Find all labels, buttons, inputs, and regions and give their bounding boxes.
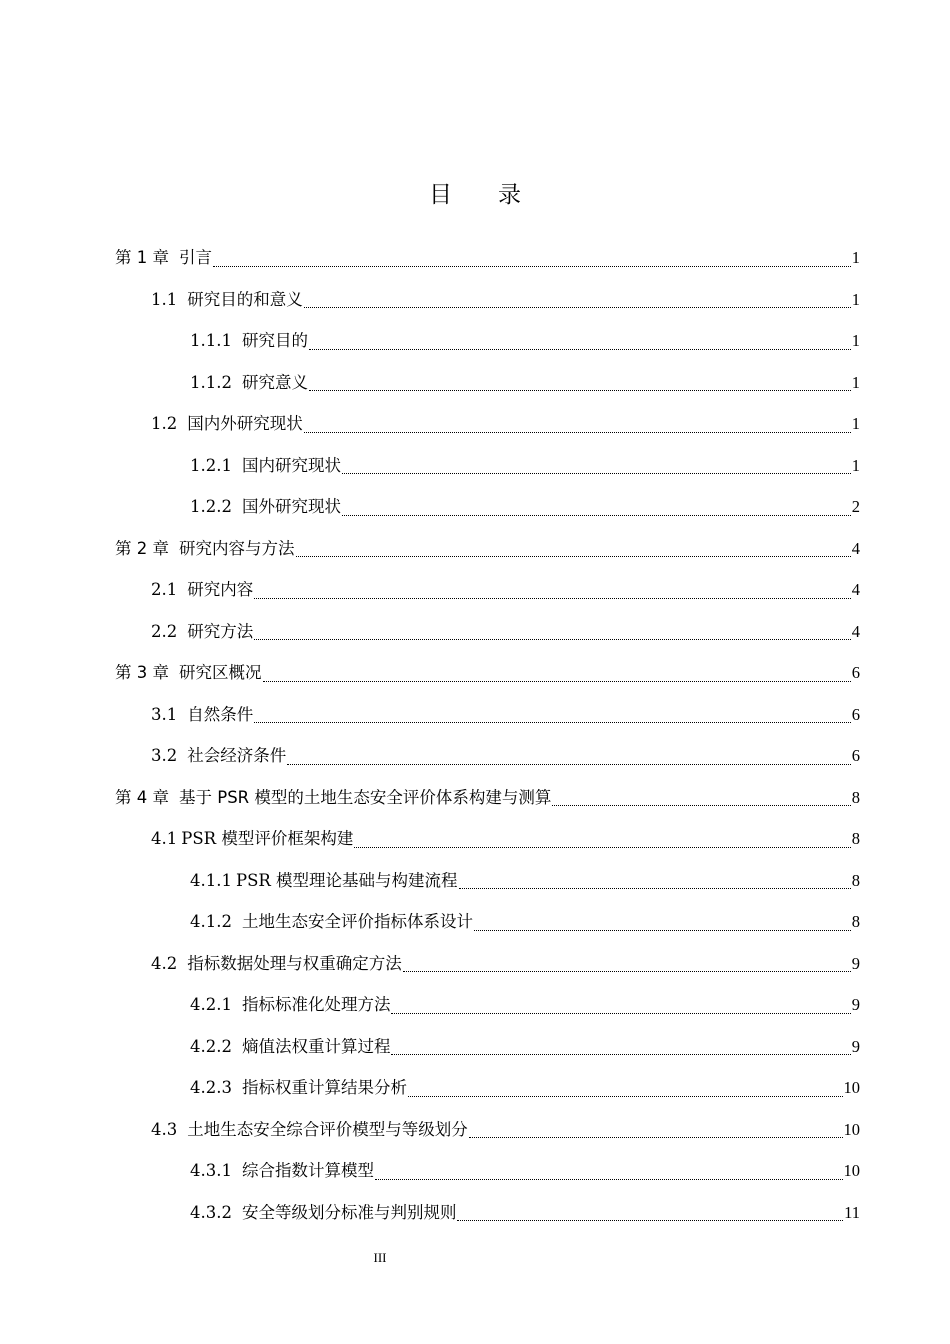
toc-entry-page: 1 [851,414,860,433]
toc-title-right: 录 [498,182,521,208]
toc-dot-leader [375,1178,843,1180]
toc-entry-title: 指标权重计算结果分析 [241,1078,407,1097]
toc-dot-leader [287,763,851,765]
toc-entry-number: 1.2 [151,414,178,433]
toc-entry[interactable] [115,824,860,866]
toc-entry-title: 指标标准化处理方法 [241,995,391,1014]
toc-entry-number: 1.1.1 [190,331,232,350]
toc-entry-number: 4.2.2 [190,1036,232,1056]
toc-entry-page: 11 [844,1202,860,1222]
toc-entry[interactable] [115,326,860,368]
toc-entry-page: 1 [851,455,860,475]
toc-entry-page: 4 [851,580,860,599]
toc-entry-title: 基于 PSR 模型的土地生态安全评价体系构建与测算 [179,787,552,807]
toc-entry-title: 研究区概况 [179,663,262,682]
toc-entry-page: 1 [851,248,860,267]
toc-entry-title: 社会经济条件 [187,746,287,765]
toc-entry-page: 1 [851,331,860,350]
toc-entry[interactable] [115,1156,860,1198]
toc-entry-number: 4.2 [151,953,178,973]
toc-dot-leader [469,1136,843,1138]
toc-entry-title: 引言 [179,248,212,267]
toc-entry-number: 4.1 [151,829,178,848]
toc-entry-page: 6 [851,746,860,765]
toc-entry-page: 1 [851,372,860,392]
toc-dot-leader [254,638,851,640]
toc-entry-number: 1.2.1 [190,455,232,475]
toc-entry[interactable] [115,866,860,908]
toc-dot-leader [552,804,850,806]
toc-entry-title: 国外研究现状 [241,497,341,516]
toc-title-left: 目 [429,182,452,208]
toc-entry-title: 土地生态安全综合评价模型与等级划分 [187,1119,468,1139]
toc-entry-number: 第 4 章 [115,787,169,807]
toc-entry-number: 第 3 章 [115,663,169,682]
toc-entry-title: 研究方法 [187,621,254,641]
toc-entry-title: 国内外研究现状 [187,414,303,433]
toc-dot-leader [459,887,851,889]
toc-entry-number: 第 2 章 [115,538,169,558]
toc-entry-title: 研究内容与方法 [179,538,295,558]
toc-entry-number: 4.2.1 [190,995,232,1014]
toc-entry-number: 第 1 章 [115,248,169,267]
toc-entry[interactable] [115,990,860,1032]
toc-dot-leader [309,348,851,350]
toc-entry[interactable] [115,1073,860,1115]
toc-entry-number: 3.1 [151,704,178,724]
toc-entry-page: 6 [851,663,860,682]
toc-dot-leader [457,1219,843,1221]
toc-entry[interactable] [115,700,860,742]
toc-entry[interactable] [115,907,860,949]
toc-entry[interactable] [115,451,860,493]
toc-dot-leader [342,514,851,516]
toc-dot-leader [309,389,851,391]
toc-entry[interactable] [115,409,860,451]
toc-dot-leader [296,555,851,557]
toc-entry-title: 综合指数计算模型 [241,1161,374,1180]
toc-entry-page: 10 [843,1078,860,1097]
toc-entry[interactable] [115,1032,860,1074]
toc-entry[interactable] [115,243,860,285]
toc-entry[interactable] [115,783,860,825]
toc-dot-leader [354,846,850,848]
toc-entry[interactable] [115,949,860,991]
toc-entry-page: 9 [851,1036,860,1056]
toc-title [0,176,950,209]
toc-entry-number: 1.1 [151,289,178,309]
toc-entry-title: 土地生态安全评价指标体系设计 [241,912,473,931]
toc-entry[interactable] [115,741,860,783]
toc-entry-page: 8 [851,787,860,807]
toc-dot-leader [403,970,851,972]
toc-entry-title: 研究内容 [187,580,254,599]
toc-entry-title: PSR 模型评价框架构建 [181,829,354,848]
toc-dot-leader [213,265,851,267]
toc-entry-number: 4.3.2 [190,1202,232,1222]
toc-entry-number: 2.2 [151,621,178,641]
toc-entry-title: 指标数据处理与权重确定方法 [187,953,402,973]
toc-entry[interactable] [115,534,860,576]
toc-dot-leader [391,1012,850,1014]
toc-dot-leader [304,306,851,308]
toc-entry-number: 1.2.2 [190,497,232,516]
toc-entry[interactable] [115,617,860,659]
toc-entry-page: 2 [851,497,860,516]
toc-entry-title: 自然条件 [187,704,254,724]
toc-dot-leader [391,1053,850,1055]
toc-entry[interactable] [115,1115,860,1157]
toc-entry-page: 8 [851,912,860,931]
table-of-contents [115,243,860,1239]
toc-dot-leader [263,680,851,682]
toc-entry[interactable] [115,285,860,327]
toc-entry-number: 4.1.1 [190,870,232,890]
page-number-footer: III [373,1250,387,1265]
toc-entry-page: 1 [851,289,860,309]
toc-entry-page: 8 [851,870,860,890]
toc-entry[interactable] [115,575,860,617]
toc-entry-number: 4.2.3 [190,1078,232,1097]
toc-entry-page: 9 [851,953,860,973]
toc-entry-page: 4 [851,621,860,641]
toc-entry-page: 6 [851,704,860,724]
toc-entry-page: 9 [851,995,860,1014]
toc-entry-page: 10 [843,1161,860,1180]
toc-entry-title: 国内研究现状 [241,455,341,475]
toc-entry-page: 10 [843,1119,860,1139]
toc-entry-number: 3.2 [151,746,178,765]
toc-entry-number: 4.3 [151,1119,178,1139]
toc-entry[interactable] [115,492,860,534]
toc-entry[interactable] [115,658,860,700]
toc-entry-title: 研究目的和意义 [187,289,303,309]
toc-entry[interactable] [115,1198,860,1240]
toc-entry-title: 研究目的 [241,331,308,350]
toc-entry-number: 4.1.2 [190,912,232,931]
toc-entry-number: 2.1 [151,580,178,599]
toc-entry-title: 研究意义 [241,372,308,392]
toc-entry[interactable] [115,368,860,410]
toc-entry-title: PSR 模型理论基础与构建流程 [235,870,458,890]
toc-dot-leader [304,431,851,433]
toc-dot-leader [408,1095,843,1097]
toc-entry-page: 8 [851,829,860,848]
toc-entry-number: 4.3.1 [190,1161,232,1180]
toc-dot-leader [254,721,851,723]
toc-dot-leader [254,597,851,599]
toc-entry-title: 熵值法权重计算过程 [241,1036,391,1056]
toc-entry-number: 1.1.2 [190,372,232,392]
toc-entry-title: 安全等级划分标准与判别规则 [241,1202,457,1222]
toc-dot-leader [342,472,851,474]
toc-entry-page: 4 [851,538,860,558]
toc-dot-leader [474,929,851,931]
